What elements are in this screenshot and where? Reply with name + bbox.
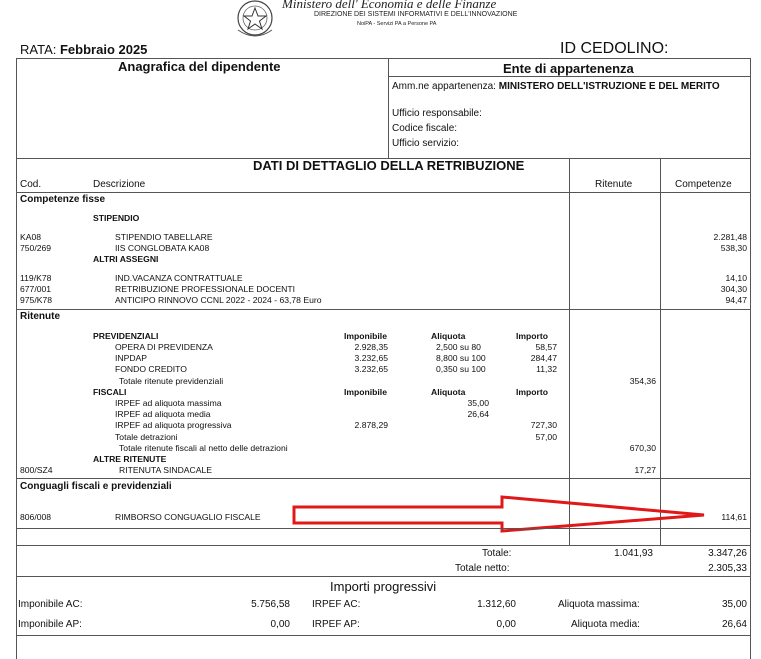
- fisc-aliquota: 26,64: [467, 409, 489, 419]
- conguagli-value: 114,61: [721, 512, 747, 522]
- progressivi-title: Importi progressivi: [330, 579, 437, 594]
- fiscali-heading: FISCALI: [93, 387, 127, 397]
- prev-descr: FONDO CREDITO: [115, 364, 187, 374]
- aliquota-header: Aliquota: [431, 387, 466, 397]
- descr-cell: IND.VACANZA CONTRATTUALE: [115, 273, 243, 283]
- tot-detrazioni-value: 57,00: [535, 432, 557, 442]
- prev-descr: INPDAP: [115, 353, 147, 363]
- col-descrizione: Descrizione: [93, 179, 146, 190]
- conguagli-cod: 806/008: [20, 512, 52, 522]
- col-ritenute: Ritenute: [595, 179, 633, 190]
- ente-title: Ente di appartenenza: [503, 61, 634, 76]
- fisc-aliquota: 35,00: [467, 398, 489, 408]
- totale-competenze: 3.347,26: [708, 548, 747, 559]
- totale-netto-value: 2.305,33: [708, 563, 747, 574]
- irpef-ac-label: IRPEF AC:: [312, 599, 361, 610]
- prev-imponibile: 2.928,35: [354, 342, 388, 352]
- descr-cell: IIS CONGLOBATA KA08: [115, 243, 210, 253]
- fisc-descr: IRPEF ad aliquota media: [115, 409, 211, 419]
- imp-ac-value: 5.756,58: [251, 599, 290, 610]
- imp-ap-value: 0,00: [270, 619, 290, 630]
- previdenziali-heading: PREVIDENZIALI: [93, 331, 159, 341]
- cod-cell: 750/269: [20, 243, 52, 253]
- sind-descr: RITENUTA SINDACALE: [119, 465, 212, 475]
- fisc-descr: IRPEF ad aliquota massima: [115, 398, 222, 408]
- prev-aliquota: 0,350 su 100: [436, 364, 486, 374]
- competenze-cell: 14,10: [725, 273, 747, 283]
- imponibile-header: Imponibile: [344, 387, 387, 397]
- prev-importo: 11,32: [536, 364, 557, 374]
- cedolino-label: ID CEDOLINO:: [560, 40, 669, 57]
- totale-ritenute: 1.041,93: [614, 548, 653, 559]
- imp-ac-label: Imponibile AC:: [18, 599, 83, 610]
- col-cod: Cod.: [20, 179, 42, 190]
- ufficio-responsabile: Ufficio responsabile:: [392, 108, 482, 119]
- totale-label: Totale:: [482, 548, 512, 559]
- tot-detrazioni-label: Totale detrazioni: [115, 432, 178, 442]
- cod-cell: KA08: [20, 232, 42, 242]
- cod-cell: 975/K78: [20, 295, 53, 305]
- conguagli-title: Conguagli fiscali e previdenziali: [20, 481, 172, 492]
- altri-assegni-heading: ALTRI ASSEGNI: [93, 254, 159, 264]
- tot-fisc-value: 670,30: [629, 443, 656, 453]
- competenze-cell: 2.281,48: [713, 232, 747, 242]
- aliq-max-label: Aliquota massima:: [558, 599, 640, 610]
- prev-imponibile: 3.232,65: [354, 353, 388, 363]
- anagrafica-title: Anagrafica del dipendente: [118, 59, 281, 74]
- aliq-media-label: Aliquota media:: [571, 619, 640, 630]
- red-arrow-annotation: [290, 495, 710, 535]
- competenze-cell: 538,30: [720, 243, 747, 253]
- imp-ap-label: Imponibile AP:: [18, 619, 82, 630]
- altre-ritenute-heading: ALTRE RITENUTE: [93, 454, 167, 464]
- aliq-media-value: 26,64: [721, 619, 747, 630]
- importo-header: Importo: [516, 331, 548, 341]
- tot-prev-value: 354,36: [629, 376, 656, 386]
- fisc-imponibile: 2.878,29: [354, 420, 388, 430]
- competenze-cell: 94,47: [725, 295, 747, 305]
- dettaglio-title: DATI DI DETTAGLIO DELLA RETRIBUZIONE: [253, 158, 525, 173]
- importo-header: Importo: [516, 387, 548, 397]
- irpef-ap-value: 0,00: [496, 619, 516, 630]
- cod-cell: 677/001: [20, 284, 52, 294]
- prev-descr: OPERA DI PREVIDENZA: [115, 342, 213, 352]
- descr-cell: ANTICIPO RINNOVO CCNL 2022 - 2024 - 63,78 Euro: [115, 295, 322, 305]
- descr-cell: STIPENDIO TABELLARE: [115, 232, 213, 242]
- irpef-ap-label: IRPEF AP:: [312, 619, 360, 630]
- descr-cell: RETRIBUZIONE PROFESSIONALE DOCENTI: [115, 284, 296, 294]
- prev-aliquota: 2,500 su 80: [436, 342, 481, 352]
- fisc-descr: IRPEF ad aliquota progressiva: [115, 420, 232, 430]
- republic-emblem: [230, 0, 280, 40]
- fisc-importo: 727,30: [530, 420, 557, 430]
- prev-aliquota: 8,800 su 100: [436, 353, 486, 363]
- totale-netto-label: Totale netto:: [455, 563, 510, 574]
- competenze-fisse-title: Competenze fisse: [20, 194, 106, 205]
- ministry-name: Ministero dell' Economia e delle Finanze: [282, 0, 497, 11]
- amm-appartenenza: Amm.ne appartenenza: MINISTERO DELL'ISTRUZIONE E DEL MERITO: [392, 81, 720, 92]
- codice-fiscale: Codice fiscale:: [392, 123, 458, 134]
- service-name: NoiPA - Servizi PA a Persone PA: [357, 21, 437, 27]
- stipendio-heading: STIPENDIO: [93, 213, 140, 223]
- competenze-cell: 304,30: [720, 284, 747, 294]
- rata-label: RATA: Febbraio 2025: [20, 42, 148, 57]
- ufficio-servizio: Ufficio servizio:: [392, 138, 460, 149]
- cod-cell: 119/K78: [20, 273, 52, 283]
- tot-prev-label: Totale ritenute previdenziali: [119, 376, 224, 386]
- prev-importo: 58,57: [535, 342, 557, 352]
- col-competenze: Competenze: [675, 179, 732, 190]
- ritenute-title: Ritenute: [20, 311, 60, 322]
- prev-imponibile: 3.232,65: [354, 364, 388, 374]
- sind-cod: 800/SZ4: [20, 465, 53, 475]
- irpef-ac-value: 1.312,60: [477, 599, 516, 610]
- aliq-max-value: 35,00: [721, 599, 747, 610]
- imponibile-header: Imponibile: [344, 331, 387, 341]
- directorate-name: DIREZIONE DEI SISTEMI INFORMATIVI E DELL'INNOVAZIONE: [314, 11, 518, 18]
- conguagli-descr: RIMBORSO CONGUAGLIO FISCALE: [115, 512, 261, 522]
- aliquota-header: Aliquota: [431, 331, 466, 341]
- tot-fisc-label: Totale ritenute fiscali al netto delle detrazioni: [119, 443, 288, 453]
- prev-importo: 284,47: [530, 353, 557, 363]
- sind-value: 17,27: [634, 465, 656, 475]
